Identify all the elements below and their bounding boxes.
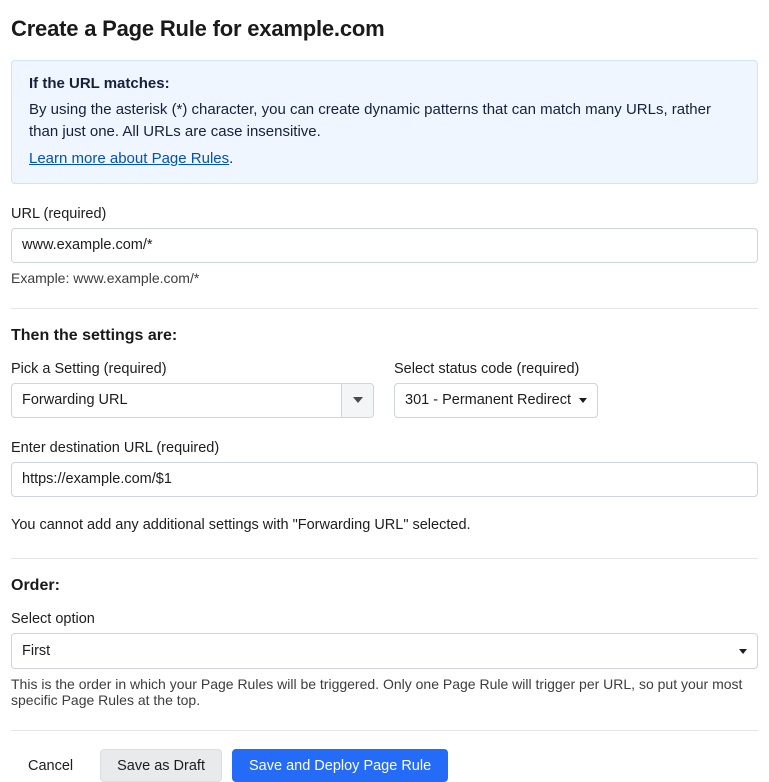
pick-setting-select[interactable]	[11, 383, 374, 418]
order-select-value: First	[22, 643, 51, 660]
pick-setting-value: Forwarding URL	[22, 392, 128, 408]
order-select-label: Select option	[11, 611, 95, 628]
url-field-hint: Example: www.example.com/*	[11, 269, 200, 286]
destination-url-input[interactable]	[11, 462, 758, 497]
save-and-deploy-button[interactable]: Save and Deploy Page Rule	[232, 749, 448, 782]
pick-setting-label: Pick a Setting (required)	[11, 360, 167, 377]
divider-footer	[11, 730, 758, 731]
settings-heading: Then the settings are:	[11, 326, 178, 344]
chevron-down-icon	[579, 398, 587, 403]
destination-group	[11, 440, 758, 497]
form-footer	[11, 749, 758, 782]
save-as-draft-button[interactable]: Save as Draft	[100, 749, 222, 782]
settings-note: You cannot add any additional settings with "Forwarding URL" selected.	[11, 516, 471, 533]
info-box-title: If the URL matches:	[29, 75, 170, 92]
status-code-group	[394, 361, 694, 418]
cancel-button[interactable]: Cancel	[11, 749, 90, 782]
info-box-link-row	[29, 150, 740, 167]
page-title: Create a Page Rule for example.com	[11, 16, 385, 41]
status-code-select[interactable]	[394, 383, 598, 418]
order-select[interactable]	[11, 633, 758, 669]
learn-more-page-rules-link[interactable]: Learn more about Page Rules	[29, 149, 230, 167]
status-code-value: 301 - Permanent Redirect	[405, 392, 572, 408]
order-heading: Order:	[11, 577, 60, 595]
status-code-label: Select status code (required)	[394, 360, 580, 377]
info-box-text: By using the asterisk (*) character, you can create dynamic patterns that can match many URLs, rather than just one. All URLs are case insensitive.	[29, 101, 711, 140]
destination-label: Enter destination URL (required)	[11, 439, 220, 456]
info-box-link-suffix: .	[229, 149, 234, 167]
url-input[interactable]	[11, 228, 758, 263]
chevron-down-icon	[739, 649, 747, 654]
settings-row	[11, 361, 758, 418]
divider-order	[11, 558, 758, 559]
url-match-info-box	[11, 60, 758, 184]
pick-setting-group	[11, 361, 374, 418]
order-hint: This is the order in which your Page Rules will be triggered. Only one Page Rule will trigger per URL, so put your most specific Page Rules at the top.	[11, 676, 743, 709]
chevron-down-icon[interactable]	[341, 384, 373, 417]
divider-settings	[11, 308, 758, 309]
url-field-label: URL (required)	[11, 205, 107, 222]
